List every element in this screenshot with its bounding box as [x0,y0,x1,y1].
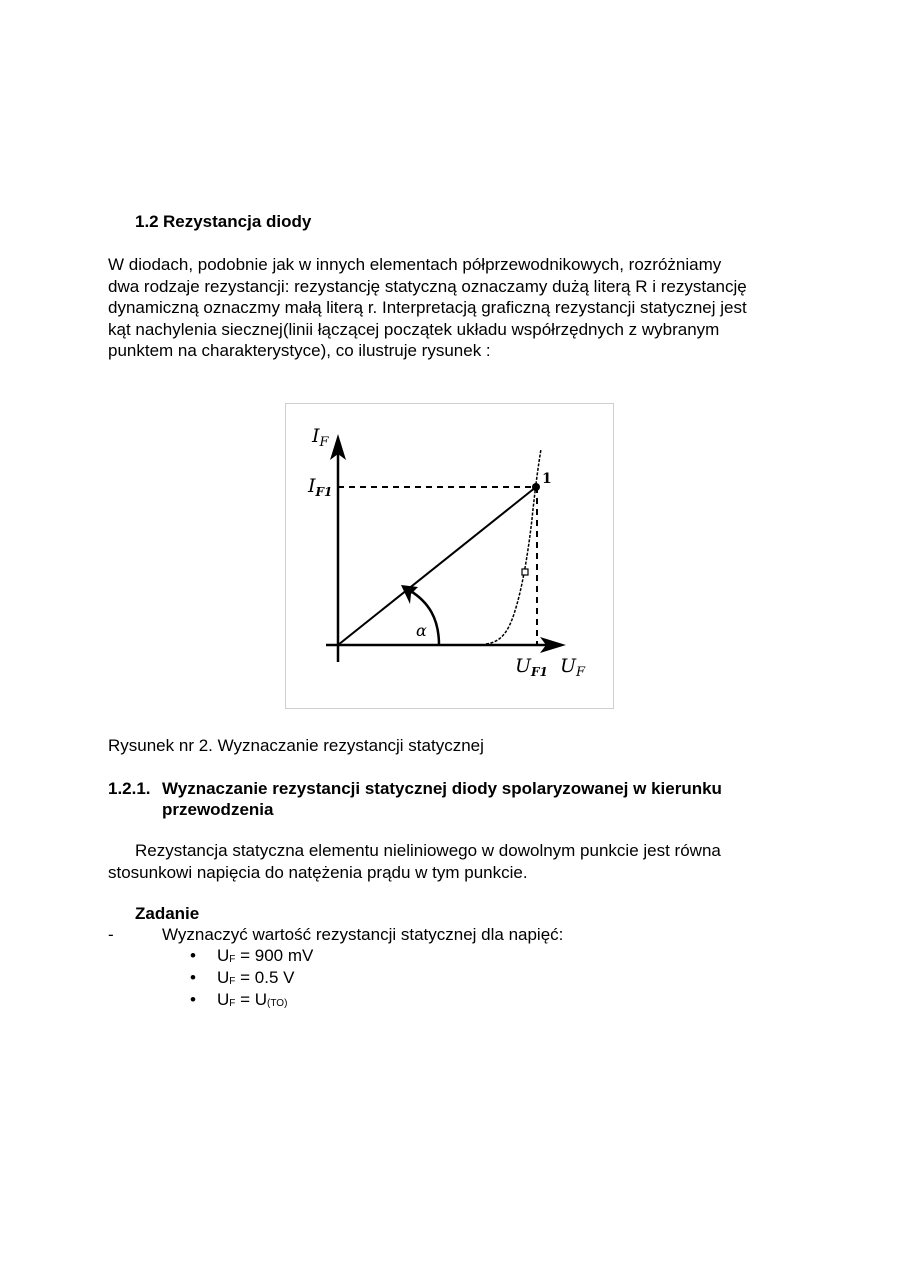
definition-paragraph [108,840,808,883]
list-item-text: $U_F = U_{(TO)}$ [217,990,288,1009]
paragraph-line: punktem na charakterystyce), co ilustruje rysunek : [108,341,491,361]
figure-caption: Rysunek nr 2. Wyznaczanie rezystancji statycznej [108,736,484,755]
bullet-icon: • [190,946,196,965]
dash-marker: - [108,925,114,944]
subsection-title-line1: Wyznaczanie rezystancji statycznej diody spolaryzowanej w kierunku [162,779,722,798]
diode-resistance-figure [285,403,614,709]
diode-characteristic-diagram [286,404,613,708]
angle-label: α [416,621,427,640]
bullet-icon: • [190,990,196,1009]
section-title: Rezystancja diody [163,212,312,231]
paragraph-line: dwa rodzaje rezystancji: rezystancję statyczną oznaczamy dużą literą R i rezystancję [108,276,747,296]
subsection-number: 1.2.1. [108,779,151,798]
instruction-text: Wyznaczyć wartość rezystancji statycznej dla napięć: [162,925,564,944]
secant-line [338,487,536,645]
task-heading: Zadanie [135,904,200,923]
subsection-title-line2: przewodzenia [162,800,274,819]
list-item-text: $U_F = 900$ mV [217,946,314,965]
intro-paragraph [108,254,808,362]
x-axis-label: $U_F$ [560,655,586,680]
if1-label: $I_{F1}$ [308,475,333,499]
paragraph-line: dynamiczną oznaczmy małą literą r. Interpretacją graficzną rezystancji statycznej jest [108,298,747,318]
paragraph-line: W diodach, podobnie jak w innych elementach półprzewodnikowych, rozróżniamy [108,255,722,274]
section-heading [135,212,311,232]
y-axis-label: $I_F$ [312,425,329,450]
paragraph-line: kąt nachylenia siecznej(linii łączącej początek układu współrzędnych z wybranym [108,319,720,339]
section-number: 1.2 [135,212,159,231]
point-label: 1 [542,471,552,487]
diode-characteristic-curve [486,449,541,644]
paragraph-line: Rezystancja statyczna elementu nieliniowego w dowolnym punkcie jest równa [135,841,721,860]
bullet-icon: • [190,968,196,987]
paragraph-line: stosunkowi napięcia do natężenia prądu w tym punkcie. [108,862,528,882]
uf1-label: $U_{F1}$ [515,655,548,679]
list-item-text: $U_F = 0.5$ V [217,968,295,987]
curve-marker [522,569,528,575]
operating-point [532,483,540,491]
